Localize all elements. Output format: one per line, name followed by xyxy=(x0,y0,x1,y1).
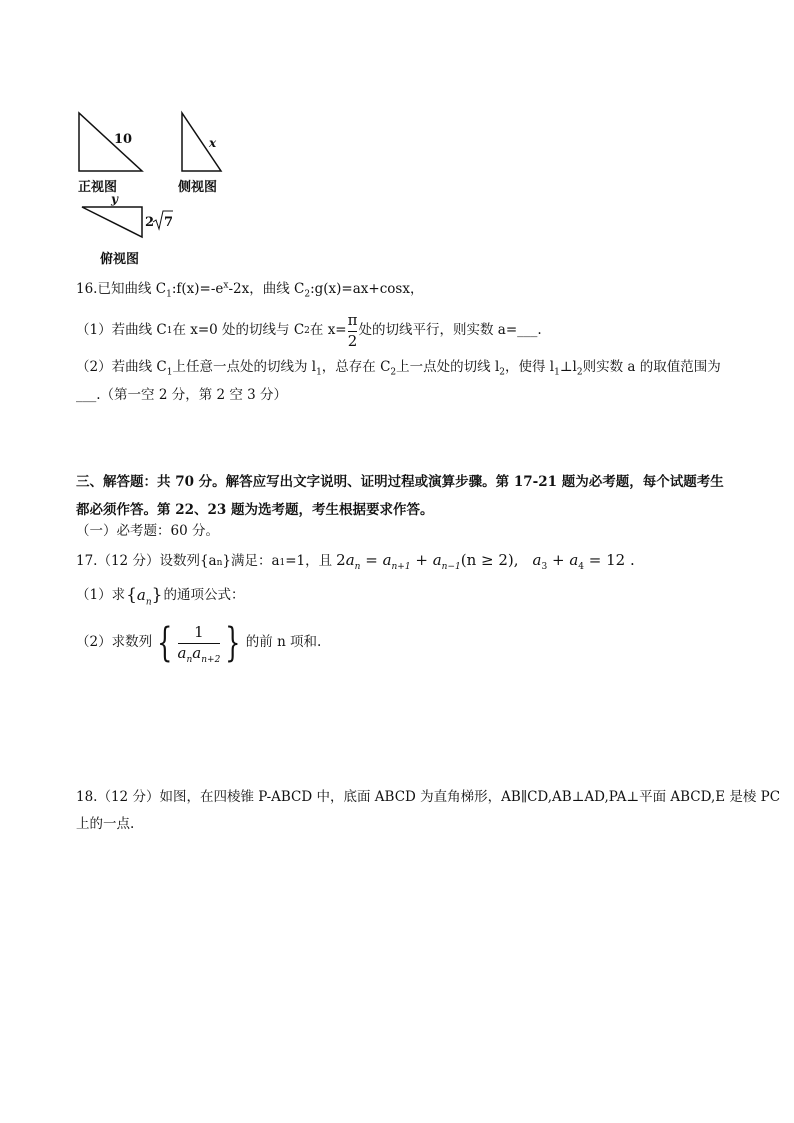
q18-line2: 上的一点. xyxy=(76,816,135,832)
top-dim-y-label: y xyxy=(111,192,118,206)
top-dim-radicand: 7 xyxy=(164,215,174,230)
top-dim-coef: 2 xyxy=(145,215,155,230)
right-brace: } xyxy=(225,620,241,666)
section3-line2: 都必须作答。第 22、23 题为选考题，考生根据要求作答。 xyxy=(76,502,434,518)
side-view-label: 侧视图 xyxy=(178,180,218,195)
q17-formula: $2a_n = a_{n+1} + a_{n-1}(n \ge 2)$, $a_3 + a_4 = 12$ . xyxy=(336,551,635,572)
top-view-triangle xyxy=(82,207,142,237)
q16-stem: 16.已知曲线 $C_1:f(x)=-e^x-2x$，曲线 $C_2:g(x)=ax+\cos x$， xyxy=(76,280,424,300)
three-view-figure xyxy=(70,105,240,275)
q16-part1: （1）若曲线 C 1 在 x=0 处的切线与 C 2 在 x= $\frac{\pi}{2}$ 处的切线平行，则实数 a=___. xyxy=(76,311,542,350)
q17-stem: 17.（12 分）设数列{a n }满足：a 1 =1，且 $2a_n = a_{n+1} + a_{n-1}(n \ge 2)$, $a_3 + a_4 = 12$ . xyxy=(76,551,635,572)
q18-line1: 18.（12 分）如图，在四棱锥 P-ABCD 中，底面 ABCD 为直角梯形，AB∥CD,AB⊥AD,PA⊥平面 ABCD,E 是棱 PC xyxy=(76,789,781,805)
top-view-label: 俯视图 xyxy=(100,252,140,267)
side-dim-label: x xyxy=(209,136,217,150)
front-view-triangle xyxy=(79,113,142,171)
section3-line1: 三、解答题：共 70 分。解答应写出文字说明、证明过程或演算步骤。第 17-21 题为必考题，每个试题考生 xyxy=(76,474,724,490)
pi-over-2-fraction: $\frac{\pi}{2}$ xyxy=(347,311,358,350)
seq-an: $\{a_n\}$ xyxy=(126,585,163,608)
q16-part2-line1: （2）若曲线 $C_1$上任意一点处的切线为 $l_1$，总存在 $C_2$上一点处的切线 $l_2$，使得 $l_1\perp l_2$则实数 a 的取值范围为 xyxy=(76,359,721,378)
section3-sub: （一）必考题：60 分。 xyxy=(76,523,219,539)
q17-part1: （1）求 $\{a_n\}$ 的通项公式： xyxy=(76,585,245,608)
q17-part2: （2）求数列 { $\frac{1}{a_na_{n+2}}$ } 的前 n 项和. xyxy=(76,620,322,666)
front-view-label: 正视图 xyxy=(78,180,118,195)
reciprocal-fraction: $\frac{1}{a_na_{n+2}}$ xyxy=(177,623,221,665)
front-dim-label: 10 xyxy=(114,132,133,147)
q16-part2-line2: ___.（第一空 2 分，第 2 空 3 分） xyxy=(76,387,288,403)
left-brace: { xyxy=(157,620,173,666)
